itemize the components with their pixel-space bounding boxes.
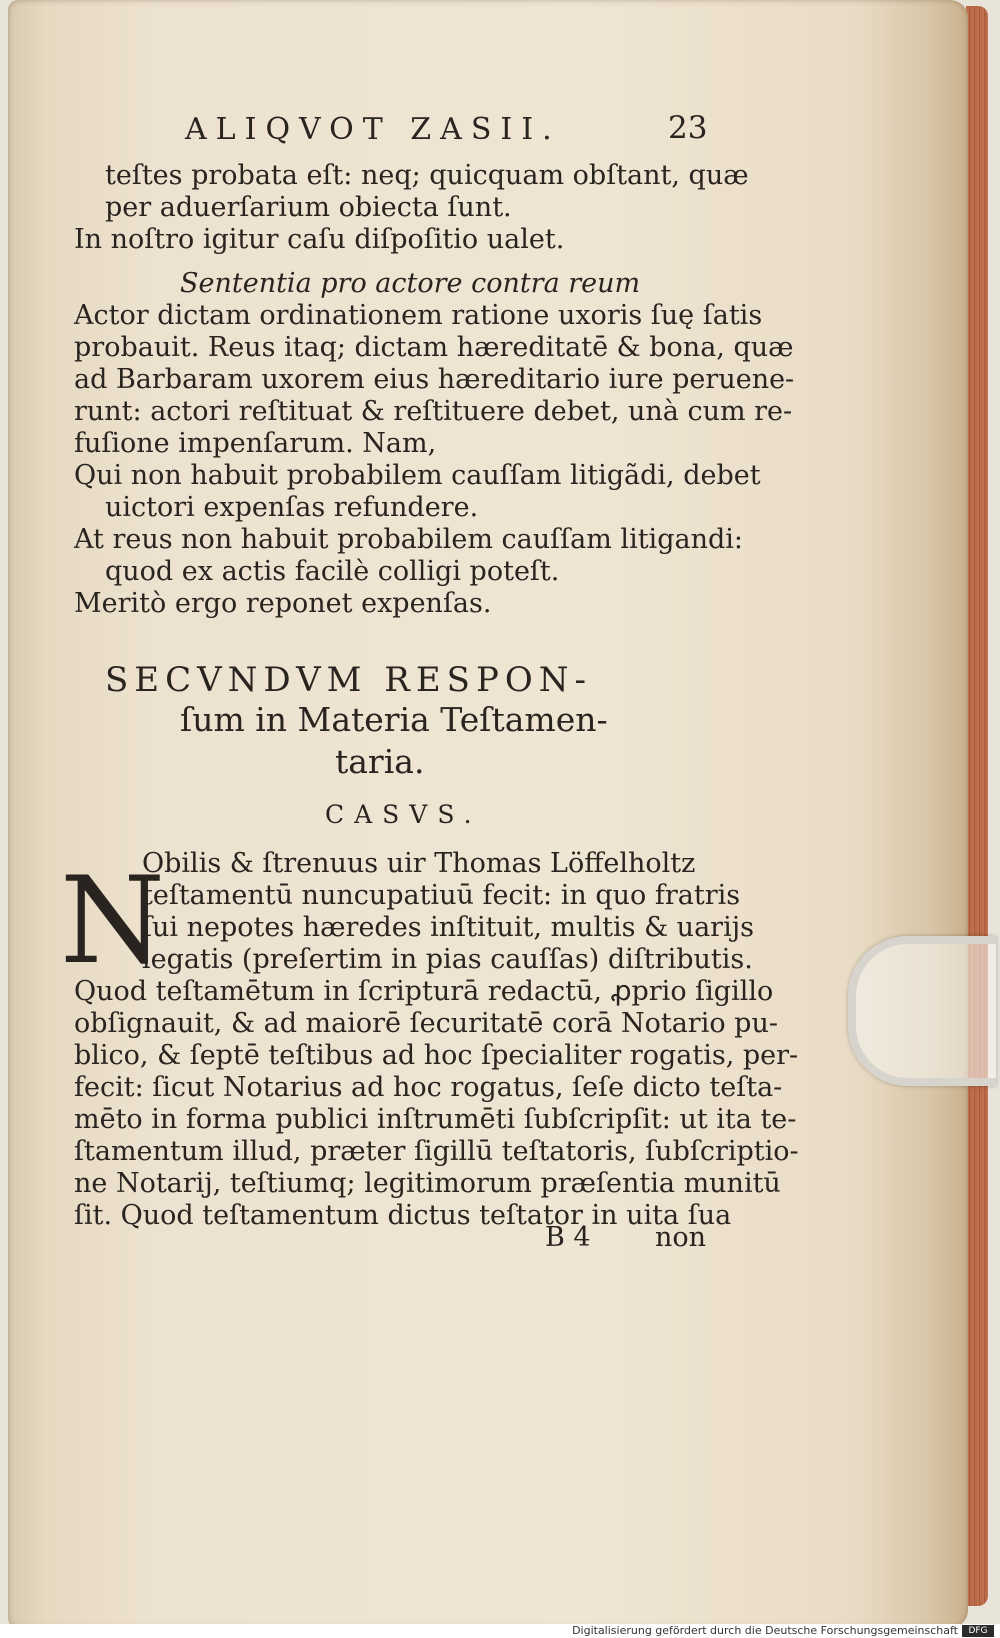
text-line: At reus non habuit probabilem cauſſam litigandi: <box>74 524 743 555</box>
text-line: teſtes probata eſt: neq; quicquam obſtant, quæ <box>105 160 749 191</box>
casus-heading: CASVS. <box>325 800 482 829</box>
text-line: quod ex actis facilè colligi poteſt. <box>105 556 560 587</box>
digitization-bar <box>0 1624 1000 1638</box>
text-line: probauit. Reus itaq; dictam hæreditatē & bona, quæ <box>74 332 794 363</box>
catchword: non <box>655 1222 707 1253</box>
text-line: ſui nepotes hæredes inſtituit, multis & uarijs <box>142 912 754 943</box>
text-line: mēto in forma publici inſtrumēti ſubſcripſit: ut ita te- <box>74 1104 797 1135</box>
text-line: Quod teſtamētum in ſcripturā redactū, ꝓprio ſigillo <box>74 976 774 1007</box>
page-number: 23 <box>668 110 708 146</box>
text-line: teſtamentū nuncupatiuū fecit: in quo fratris <box>142 880 741 911</box>
text-line: blico, & ſeptē teſtibus ad hoc ſpecialiter rogatis, per- <box>74 1040 799 1071</box>
section-heading: SECVNDVM RESPON- <box>105 660 592 700</box>
text-line: fecit: ſicut Notarius ad hoc rogatus, ſeſe dicto teſta- <box>74 1072 783 1103</box>
text-line: ne Notarij, teſtiumq; legitimorum præſentia munitū <box>74 1168 781 1199</box>
text-line: In noſtro igitur caſu diſpoſitio ualet. <box>74 224 565 255</box>
running-head: ALIQVOT ZASII. <box>185 112 561 147</box>
text-line: ſtamentum illud, præter ſigillū teſtatoris, ſubſcriptio- <box>74 1136 799 1167</box>
page-clip <box>848 936 996 1086</box>
text-line: Obilis & ſtrenuus uir Thomas Löffelholtz <box>142 848 696 879</box>
text-line: Meritò ergo reponet expenſas. <box>74 588 492 619</box>
text-line: fuſione impenſarum. Nam, <box>74 428 437 459</box>
text-line: legatis (preſertim in pias cauſſas) diſtributis. <box>142 944 753 975</box>
text-line: per aduerſarium obiecta ſunt. <box>105 192 512 223</box>
text-line: Qui non habuit probabilem cauſſam litigãdi, debet <box>74 460 761 491</box>
text-line: runt: actori reſtituat & reſtituere debet, unà cum re- <box>74 396 793 427</box>
signature-mark: B 4 <box>545 1222 591 1253</box>
drop-cap-initial: N <box>60 852 165 991</box>
section-heading: ſum in Materia Teſtamen- <box>180 700 608 739</box>
digitization-note: Digitalisierung gefördert durch die Deutsche Forschungsgemeinschaft <box>572 1624 958 1637</box>
text-line: ſit. Quod teſtamentum dictus teſtator in uita ſua <box>74 1200 732 1231</box>
page-edges <box>966 6 988 1606</box>
dfg-logo: DFG <box>962 1625 994 1637</box>
text-line: ad Barbaram uxorem eius hæreditario iure peruene- <box>74 364 795 395</box>
text-line: Actor dictam ordinationem ratione uxoris ſuę ſatis <box>74 300 763 331</box>
text-line: obſignauit, & ad maiorē ſecuritatē corā Notario pu- <box>74 1008 778 1039</box>
text-line: uictori expenſas refundere. <box>105 492 479 523</box>
section-subtitle: Sententia pro actore contra reum <box>180 268 641 299</box>
section-heading: taria. <box>335 742 425 781</box>
